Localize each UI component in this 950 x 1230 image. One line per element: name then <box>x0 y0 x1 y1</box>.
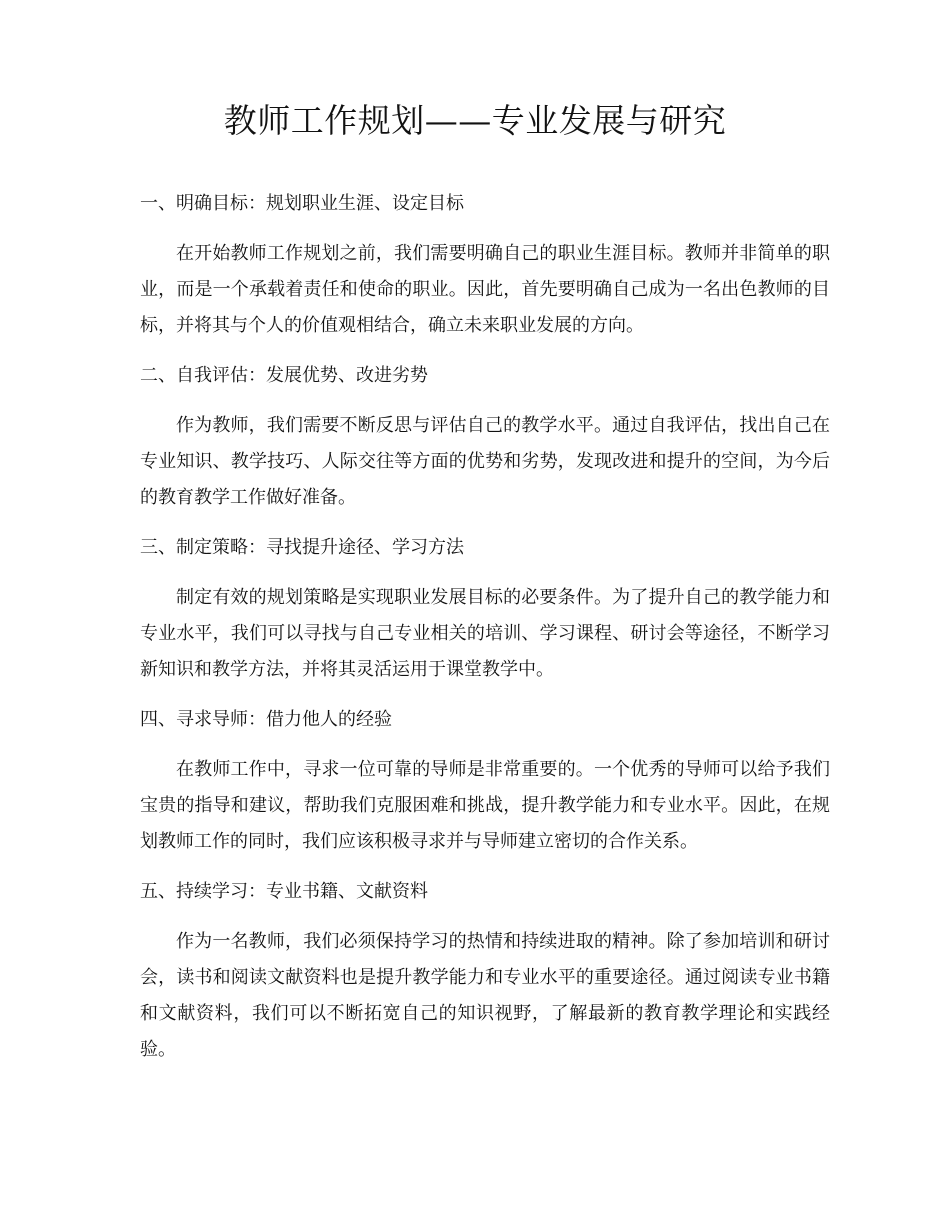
section-4 <box>140 706 830 860</box>
section-paragraph: 作为教师，我们需要不断反思与评估自己的教学水平。通过自我评估，找出自己在专业知识、教学技巧、人际交往等方面的优势和劣势，发现改进和提升的空间，为今后的教育教学工作做好准备。 <box>140 415 830 508</box>
document-body <box>140 190 830 1086</box>
section-3 <box>140 534 830 688</box>
document-title: 教师工作规划——专业发展与研究 <box>223 101 727 140</box>
section-5 <box>140 878 830 1068</box>
section-heading: 三、制定策略：寻找提升途径、学习方法 <box>140 537 464 558</box>
section-paragraph: 在开始教师工作规划之前，我们需要明确自己的职业生涯目标。教师并非简单的职业，而是一个承载着责任和使命的职业。因此，首先要明确自己成为一名出色教师的目标，并将其与个人的价值观相结合，确立未来职业发展的方向。 <box>140 243 830 336</box>
section-heading: 五、持续学习：专业书籍、文献资料 <box>140 881 428 902</box>
section-2 <box>140 362 830 516</box>
section-heading: 一、明确目标：规划职业生涯、设定目标 <box>140 193 464 214</box>
section-paragraph: 制定有效的规划策略是实现职业发展目标的必要条件。为了提升自己的教学能力和专业水平，我们可以寻找与自己专业相关的培训、学习课程、研讨会等途径，不断学习新知识和教学方法，并将其灵活运用于课堂教学中。 <box>140 587 830 680</box>
section-1 <box>140 190 830 344</box>
section-paragraph: 作为一名教师，我们必须保持学习的热情和持续进取的精神。除了参加培训和研讨会，读书和阅读文献资料也是提升教学能力和专业水平的重要途径。通过阅读专业书籍和文献资料，我们可以不断拓宽自己的知识视野，了解最新的教育教学理论和实践经验。 <box>140 931 830 1060</box>
section-heading: 二、自我评估：发展优势、改进劣势 <box>140 365 428 386</box>
section-paragraph: 在教师工作中，寻求一位可靠的导师是非常重要的。一个优秀的导师可以给予我们宝贵的指导和建议，帮助我们克服困难和挑战，提升教学能力和专业水平。因此，在规划教师工作的同时，我们应该积极寻求并与导师建立密切的合作关系。 <box>140 759 830 852</box>
section-heading: 四、寻求导师：借力他人的经验 <box>140 709 392 730</box>
